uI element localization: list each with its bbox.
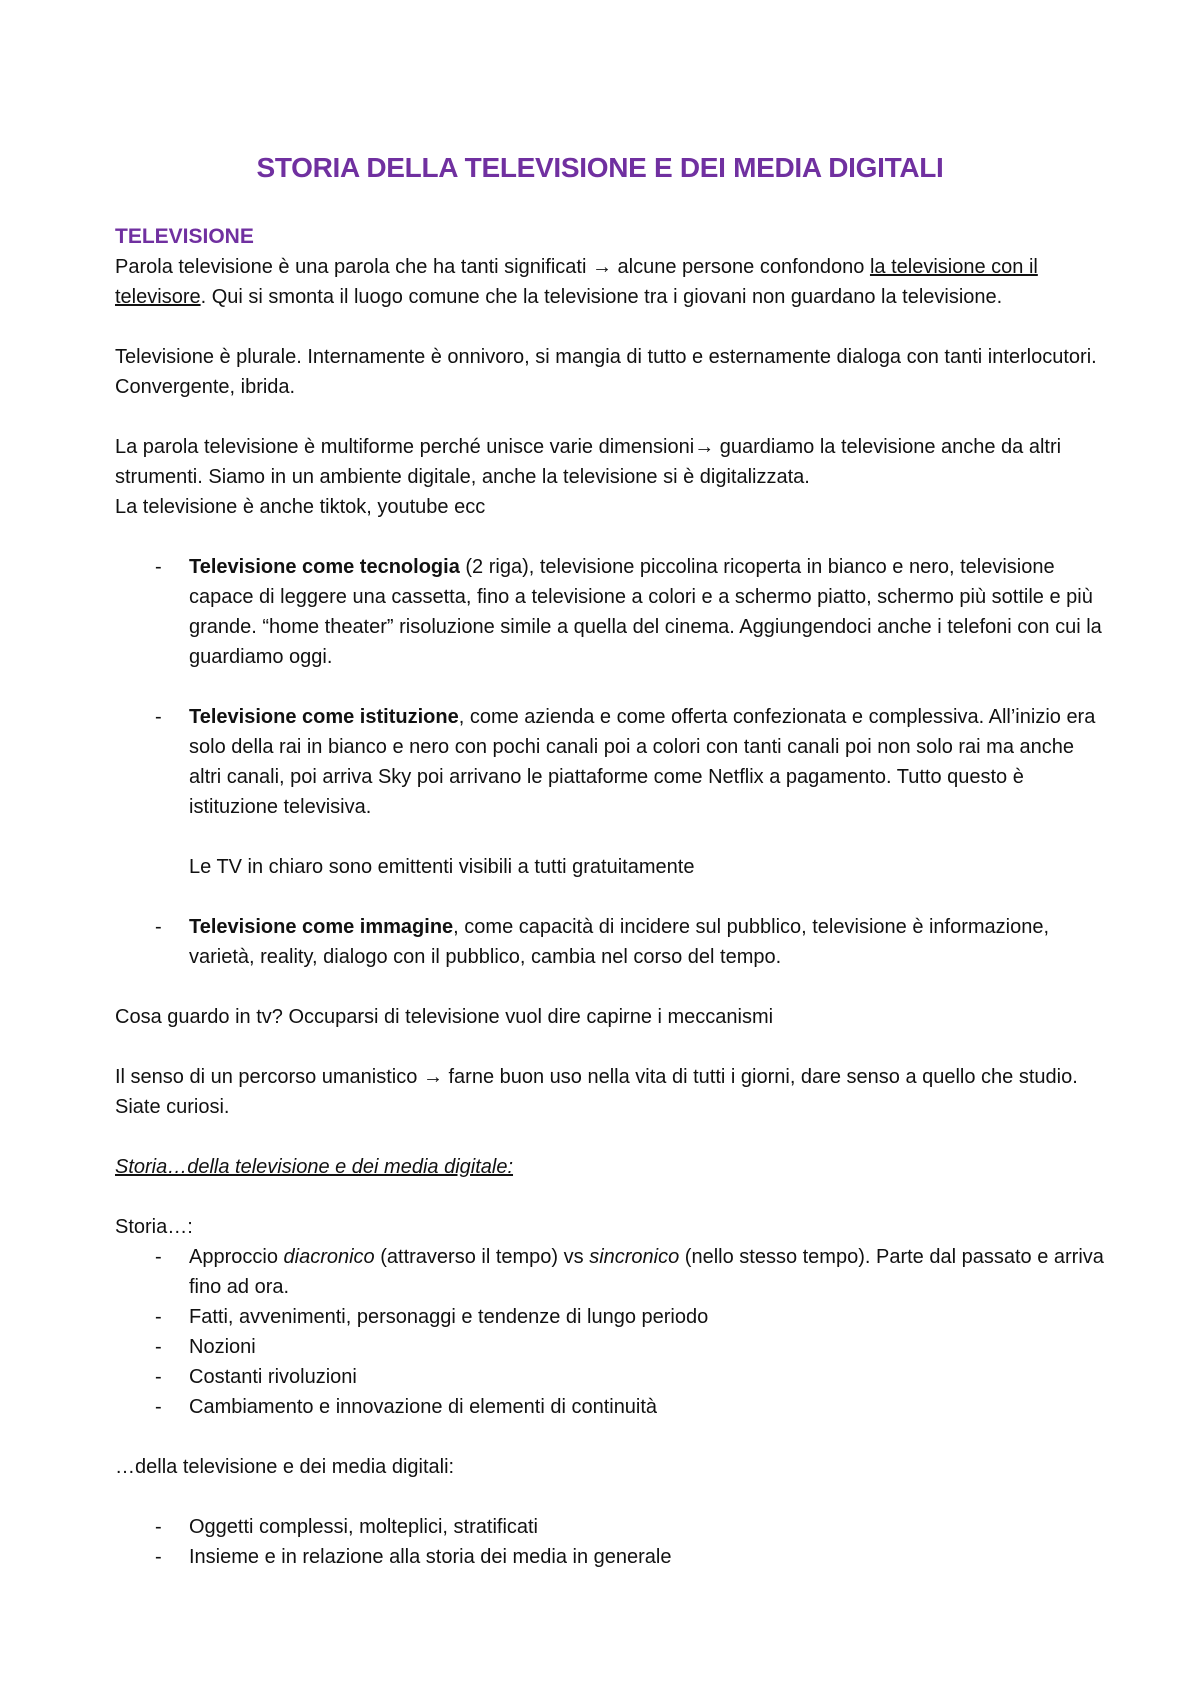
dash-bullet: - [155,706,162,728]
document-title: STORIA DELLA TELEVISIONE E DEI MEDIA DIGITALI [256,152,944,183]
list-item-text: (nello stesso tempo). Parte dal passato e arriva fino ad ora. [189,1246,1104,1298]
paragraph-5-text-b: farne buon uso nella vita di tutti i giorni, dare senso a quello che studio. Siate curiosi. [115,1066,1078,1118]
list-item [115,552,1105,672]
paragraph-1 [115,252,1105,312]
document-body [115,222,1105,1572]
media-list [115,1512,1105,1572]
subheading: Storia…della televisione e dei media digitale: [115,1156,514,1178]
paragraph-1-text-b: alcune persone confondono [611,256,870,278]
list-item-text: , come capacità di incidere sul pubblico, televisione è informazione, varietà, reality, dialogo con il pubblico, cambia nel corso del tempo. [189,916,1050,968]
list-item-italic: diacronico [283,1246,375,1268]
paragraph-3-text-b: guardiamo la televisione anche da altri strumenti. Siamo in un ambiente digitale, anche la televisione si è digitalizzata. [115,436,1062,488]
paragraph-4: Cosa guardo in tv? Occuparsi di televisione vuol dire capirne i meccanismi [115,1006,774,1028]
tv-dimensions-list [115,552,1105,672]
list-item [115,1302,1105,1332]
list-item-text: Costanti rivoluzioni [189,1366,357,1388]
list-item-text: (2 riga), televisione piccolina ricoperta in bianco e nero, televisione capace di leggere una cassetta, fino a televisione a colori e a schermo piatto, schermo più sottile e più grande. “home theater” risoluzione simile a quella del cinema. Aggiungendoci anche i telefoni con cui la guardiamo oggi. [189,556,1102,668]
paragraph-2: Televisione è plurale. Internamente è onnivoro, si mangia di tutto e esternamente dialoga con tanti interlocutori. Convergente, ibrida. [115,346,1097,398]
dash-bullet: - [155,556,162,578]
list-item-text: Oggetti complessi, molteplici, stratificati [189,1516,539,1538]
list-item-text: Nozioni [189,1336,256,1358]
list-item-text: Fatti, avvenimenti, personaggi e tendenze di lungo periodo [189,1306,709,1328]
list-item [115,1542,1105,1572]
list-item-bold: Televisione come istituzione [189,706,459,728]
storia-label: Storia…: [115,1216,193,1238]
list-item [115,1242,1105,1302]
tv-dimensions-list [115,912,1105,972]
dash-bullet: - [155,1516,162,1538]
dash-bullet: - [155,1546,162,1568]
list-item-bold: Televisione come tecnologia [189,556,460,578]
list-item [115,1362,1105,1392]
dash-bullet: - [155,1246,162,1268]
arrow-right-icon: → [422,1066,443,1088]
dash-bullet: - [155,1336,162,1358]
dash-bullet: - [155,916,162,938]
arrow-right-icon: → [591,256,612,278]
list-item-text: Cambiamento e innovazione di elementi di continuità [189,1396,658,1418]
list-item-text: , come azienda e come offerta confezionata e complessiva. All’inizio era solo della rai in bianco e nero con pochi canali poi a colori con tanti canali poi non solo rai ma anche altri canali, poi arriva Sky poi arrivano le piattaforme come Netflix a pagamento. Tutto questo è istituzione televisiva. [189,706,1096,818]
list-item-text: Insieme e in relazione alla storia dei media in generale [189,1546,672,1568]
list-item [115,1332,1105,1362]
list-item-text: Approccio [189,1246,284,1268]
list-item [115,1512,1105,1542]
paragraph-3-text-a: La parola televisione è multiforme perché unisce varie dimensioni [115,436,695,458]
media-label: …della televisione e dei media digitali: [115,1456,455,1478]
underlined-phrase: la televisione con il televisore [115,256,1038,308]
tv-dimensions-list [115,702,1105,822]
list-item-italic: sincronico [589,1246,680,1268]
paragraph-3-line-2: La televisione è anche tiktok, youtube ecc [115,496,486,518]
list-item [115,912,1105,972]
paragraph-5 [115,1062,1105,1122]
dash-bullet: - [155,1366,162,1388]
section-heading: TELEVISIONE [115,225,254,248]
list-item [115,702,1105,822]
paragraph-3 [115,432,1105,492]
list-item-text: (attraverso il tempo) vs [374,1246,590,1268]
dash-bullet: - [155,1306,162,1328]
paragraph-5-text-a: Il senso di un percorso umanistico [115,1066,423,1088]
arrow-right-icon: → [694,436,715,458]
list-item-bold: Televisione come immagine [189,916,454,938]
storia-list [115,1242,1105,1422]
dash-bullet: - [155,1396,162,1418]
list-item [115,1392,1105,1422]
paragraph-1-text-a: Parola televisione è una parola che ha tanti significati [115,256,592,278]
tv-chiaro-note: Le TV in chiaro sono emittenti visibili a tutti gratuitamente [189,856,695,878]
paragraph-1-text-c: . Qui si smonta il luogo comune che la televisione tra i giovani non guardano la televisione. [200,286,1003,308]
